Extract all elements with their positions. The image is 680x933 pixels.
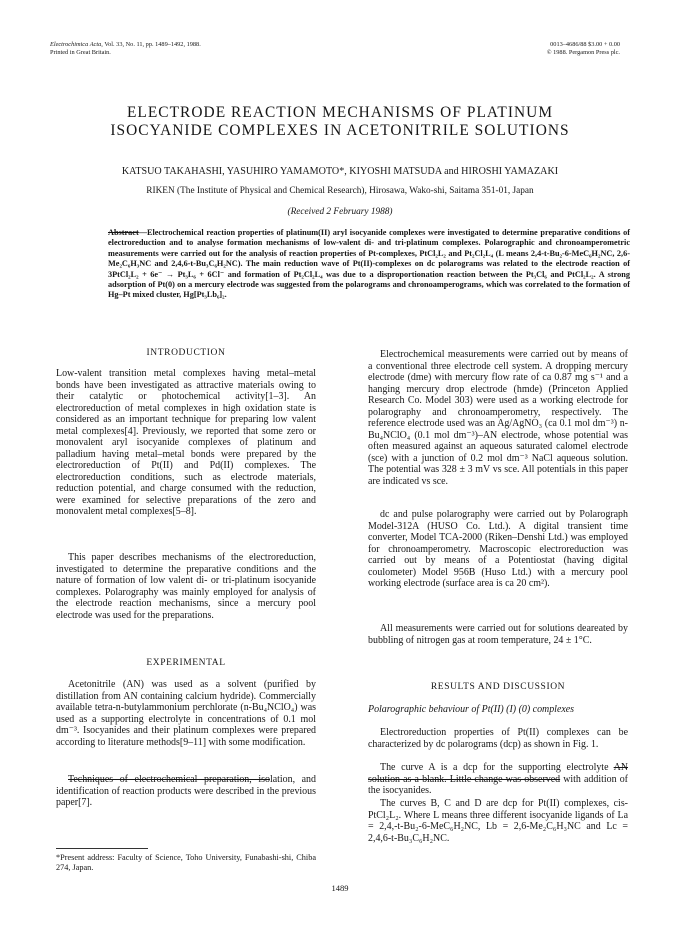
results-struck-text: AN solution as a blank. Little change was observed (368, 762, 628, 785)
author-list: KATSUO TAKAHASHI, YASUHIRO YAMAMOTO*, KIYOSHI MATSUDA and HIROSHI YAMAZAKI (121, 166, 559, 177)
experimental-paragraph-5: All measurements were carried out for solutions deareated by bubbling of nitrogen gas at room temperature, 24 ± 1°C. (368, 623, 628, 646)
journal-name: Electrochimica Acta, (50, 41, 103, 48)
footnote-rule (56, 848, 148, 849)
introduction-heading: INTRODUCTION (146, 348, 226, 358)
copyright-line: © 1988. Pergamon Press plc. (546, 49, 620, 56)
title-line-1: ELECTRODE REACTION MECHANISMS OF PLATINUM (126, 104, 554, 121)
volume-info: Vol. 33, No. 11, pp. 1489–1492, 1988. (104, 41, 201, 48)
introduction-paragraph-2: This paper describes mechanisms of the electroreduction, investigated to determine the preparative conditions and the nature of formation of low valent di- or tri-platinum isocyanide complexes. Polarography was mainly employed for analysis of the electrode reaction mechanisms, since a mercury pool electrode was used for the preparations. (56, 552, 316, 621)
experimental-heading: EXPERIMENTAL (146, 658, 226, 668)
experimental-paragraph-2 (56, 774, 316, 809)
experimental-paragraph-3: Electrochemical measurements were carried out by means of a conventional three electrode cell system. A dropping mercury electrode (dme) with mercury flow rate of ca 0.87 mg s⁻¹ and a hanging mercury drop electrode (hmde) (Princeton Applied Research Co. Model 303) were used as a working electrode for polarography and chronoamperometry, respectively. The reference electrode used was an Ag/AgNO₃ (ca 0.1 mol dm⁻³) n-Bu₄NClO₄ (0.1 mol dm⁻³)–AN electrode, whose potential was often measured against an aqueous saturated calomel electrode (sce) with a junction of 0.2 mol dm⁻³ NaCl aqueous solution. The potential was 328 ± 3 mV vs sce. All potentials in this paper are indicated vs sce. (368, 349, 628, 487)
results-subheading: Polarographic behaviour of Pt(II) (I) (0) complexes (368, 704, 575, 715)
results-paragraph-3: The curves B, C and D are dcp for Pt(II) complexes, cis-PtCl₂L₂. Where L means three different isocyanide ligands of La = 2,4,-t-Bu₂-6-MeC₆H₂NC, Lb = 2,6-Me₂C₆H₃NC and Lc = 2,4,6-t-Bu₃C₆H₂NC. (368, 798, 628, 844)
experimental-paragraph-2-text: lation, and identification of reaction products were described in the previous paper[7]. (56, 774, 316, 808)
results-paragraph-2-end: with addition of the isocyanides. (368, 773, 628, 796)
printed-note: Printed in Great Britain. (50, 49, 111, 56)
running-header-right (547, 41, 620, 57)
abstract-text: —Electrochemical reaction properties of platinum(II) aryl isocyanide complexes were investigated to determine preparative conditions of electroreduction and to analyse formation mechanisms of low-valent di- and tri-platinum complexes. Polarographic and chronoamperometric measurements were carried out for the analysis of reaction properties of Pt-complexes, PtCl₂L₂ and Pt₂Cl₂L₄ (L means 2,4-t-Bu₂-6-MeC₆H₂NC, 2,6-Me₂C₆H₃NC and 2,4,6-t-Bu₃C₆H₂NC). The main reduction wave of Pt(II)-complexes on dc polarograms was related to the electrode reaction of 3PtCl₂L₂ + 6e⁻ → Pt₃L₆ + 6Cl⁻ and formation of Pt₂Cl₂L₄ was due to a disproportionation reaction between the Pt₃Cl₆ and PtCl₂L₂. A strong adsorption of Pt(0) on a mercury electrode was suggested from the polarograms and chronoamperograms, which was correlated to the formation of Hg–Pt mixed cluster, Hg[Pt₃Lb₆]₂. (108, 228, 630, 300)
received-date: (Received 2 February 1988) (287, 207, 393, 217)
page-number: 1489 (331, 883, 349, 893)
results-paragraph-1: Electroreduction properties of Pt(II) complexes can be characterized by dc polarograms (dcp) as shown in Fig. 1. (368, 727, 628, 750)
affiliation: RIKEN (The Institute of Physical and Chemical Research), Hirosawa, Wako-shi, Saitama 351-01, Japan (146, 186, 534, 196)
abstract-label: Abstract (108, 228, 139, 237)
experimental-paragraph-4: dc and pulse polarography were carried out by Polarograph Model-312A (HUSO Co. Ltd.). A digital transient time converter, Model TCA-2000 (Riken–Denshi Ltd.) was employed for chronoamperometry. Macroscopic electroreduction was carried out by means of a Potentiostat (having digital coulometer) Model 956B (Huso Ltd.) with a mercury pool working electrode (surface area is ca 20 cm²). (368, 509, 628, 589)
title-line-2: ISOCYANIDE COMPLEXES IN ACETONITRILE SOLUTIONS (110, 122, 570, 139)
footnote: *Present address: Faculty of Science, Toho University, Funabashi-shi, Chiba 274, Japan. (56, 853, 316, 872)
results-paragraph-2 (368, 762, 628, 797)
abstract (108, 228, 630, 301)
introduction-paragraph-1: Low-valent transition metal complexes having metal–metal bonds have been investigated as attractive materials owing to their catalytic or photochemical activity[1–3]. An electroreduction of metal complexes in high oxidation state is considered as an important technique for preparing low valent metal complexes[4]. Previously, we reported that some zero or monovalent aryl isocyanide complexes of platinum and palladium having metal–metal bonds were prepared by the electroreduction of Pt(II) and Pd(II) complexes. The electroreduction conditions, such as electrode materials, reduction potential, and charge consumed with the reduction, were examined for selective preparations of the zero and monovalent metal complexes[5–8]. (56, 368, 316, 517)
results-paragraph-2-start: The curve A is a dcp for the supporting electrolyte (380, 762, 609, 773)
running-header-left (50, 41, 201, 57)
experimental-struck-text: Techniques of electrochemical preparation, iso (68, 774, 270, 785)
experimental-paragraph-1: Acetonitrile (AN) was used as a solvent (purified by distillation from AN containing calcium hydride). Commercially available tetra-n-butylammonium perchlorate (n-Bu₄NClO₄) was used as a supporting electrolyte in concentrations of 0.1 mol dm⁻³. Isocyanides and their platinum complexes were prepared according to literature methods[9–11] with some modification. (56, 679, 316, 748)
results-heading: RESULTS AND DISCUSSION (430, 682, 566, 692)
article-code: 0013–4686/88 $3.00 + 0.00 (550, 41, 620, 48)
article-title (40, 104, 640, 140)
